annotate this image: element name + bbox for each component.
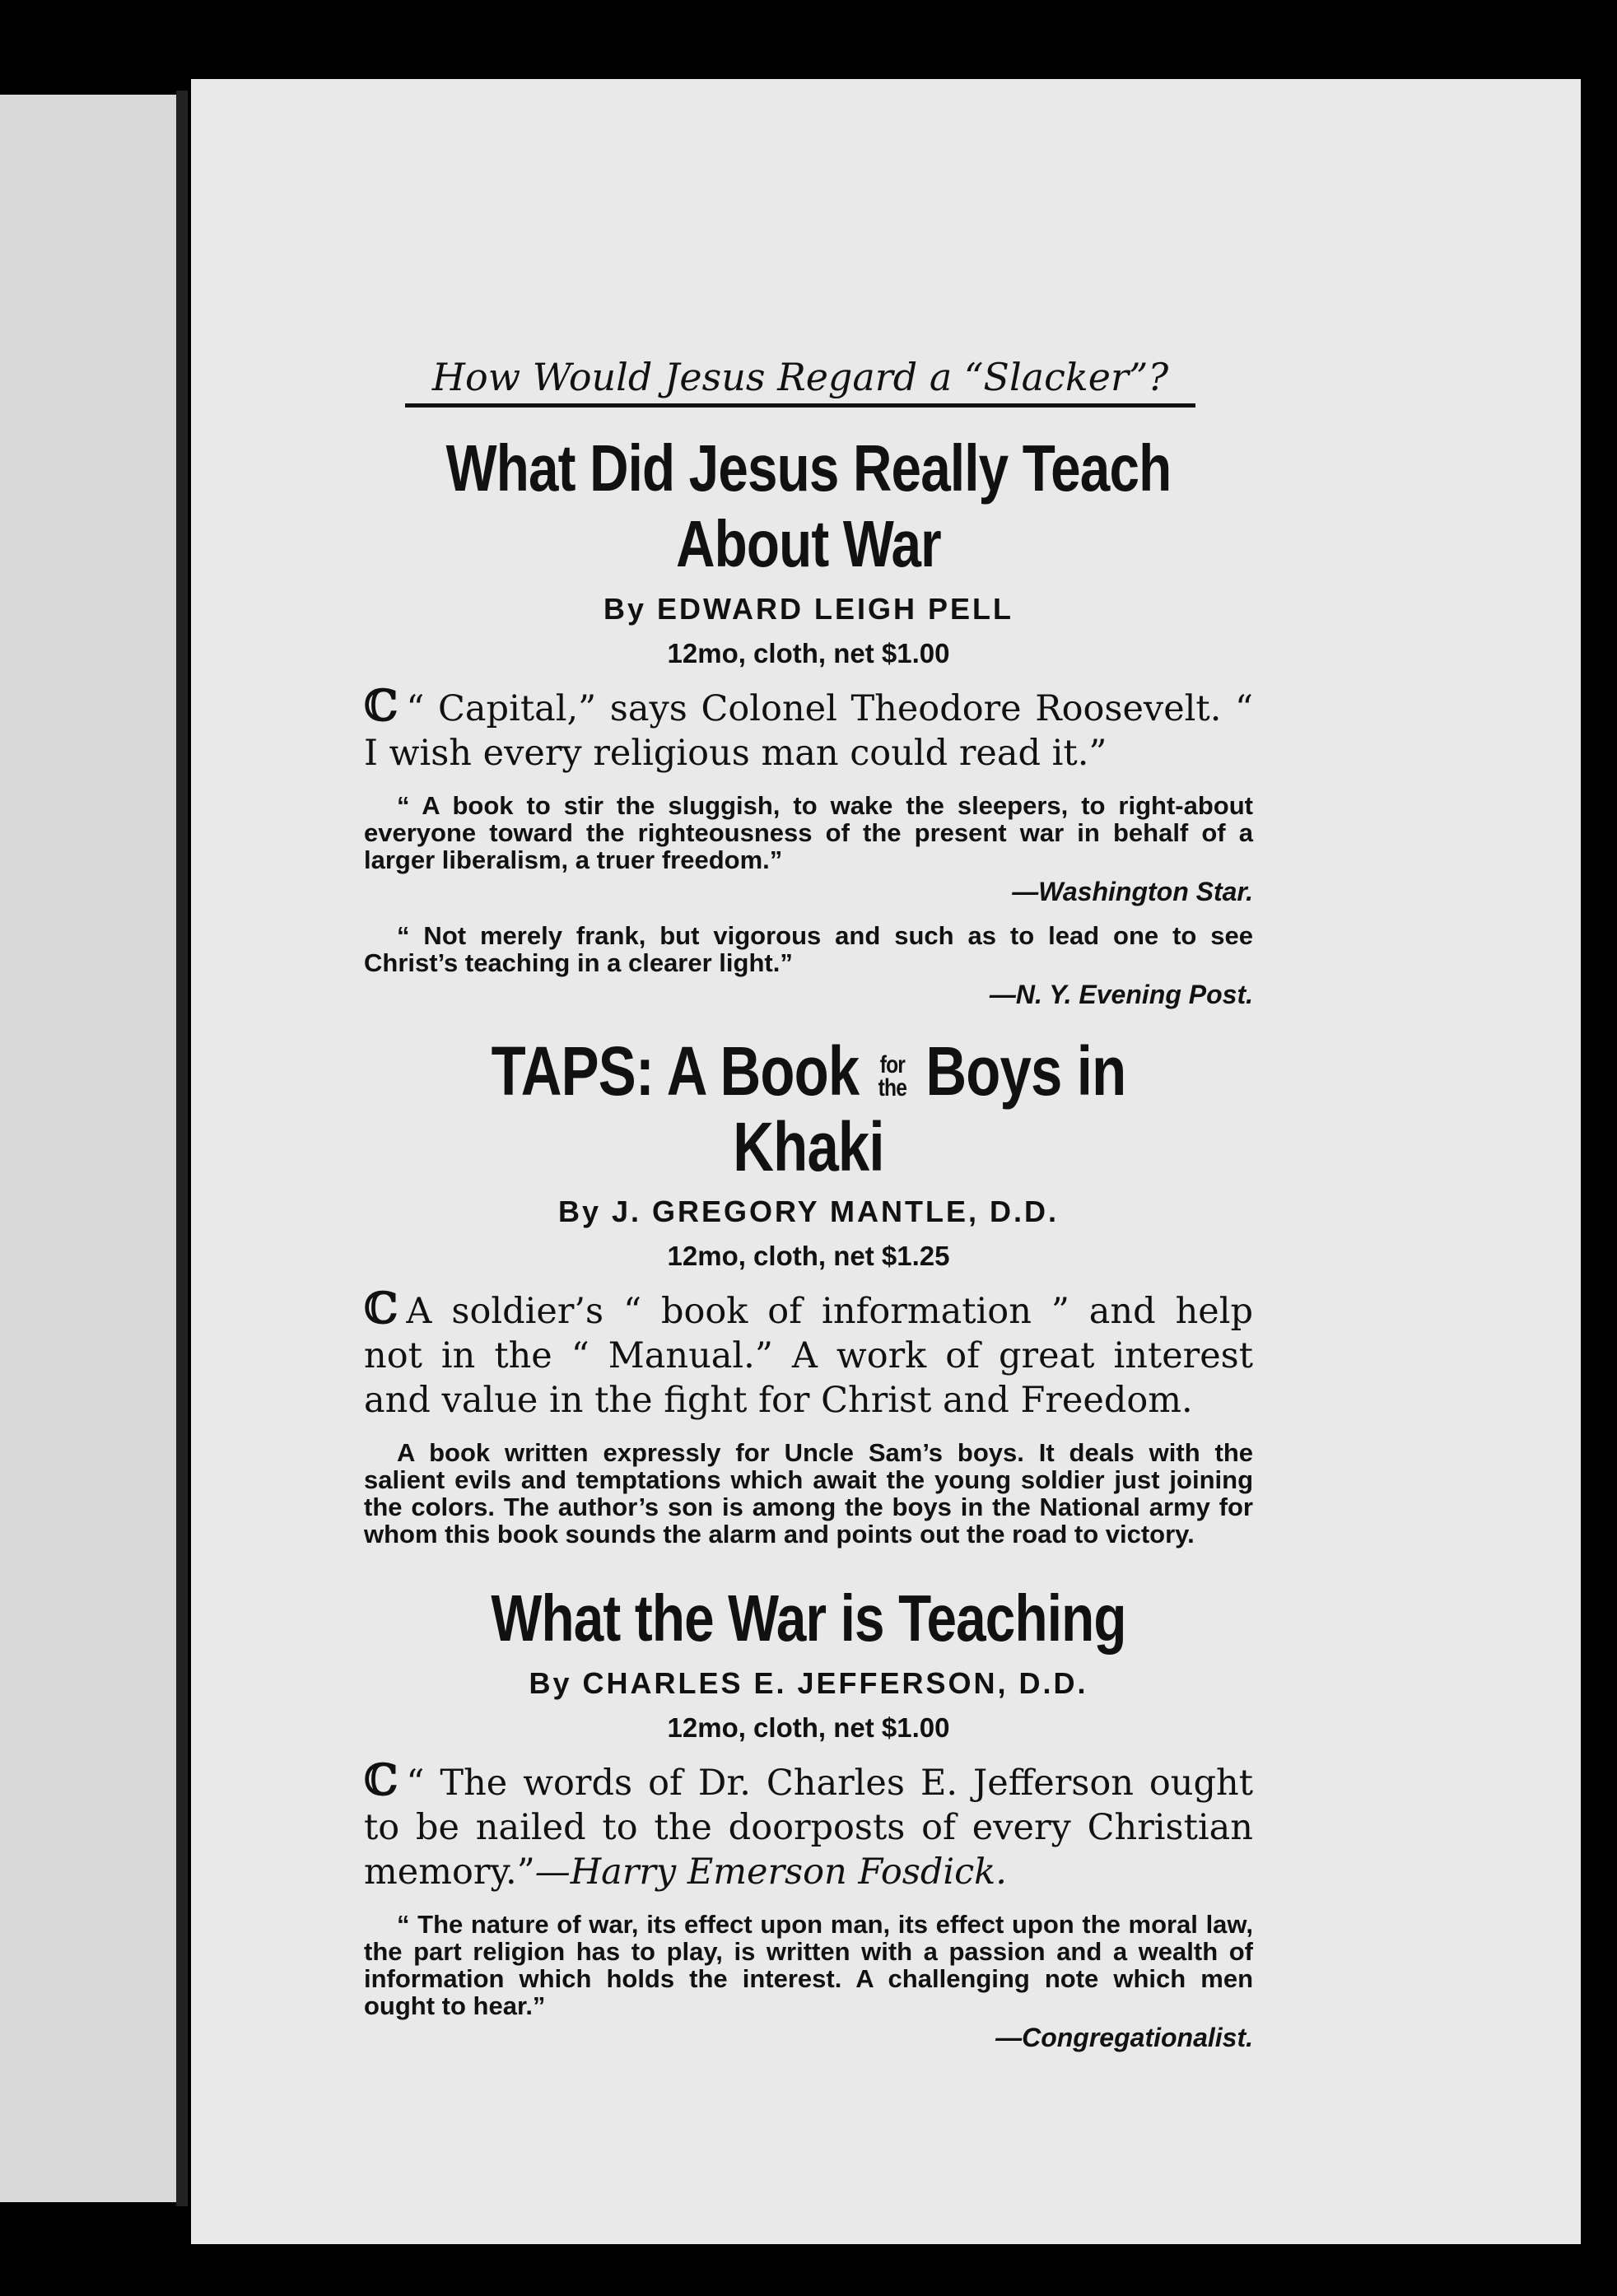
book-title <box>444 431 1173 582</box>
book-title <box>444 1581 1173 1656</box>
review-text: A book written expressly for Uncle Sam’s boys. It deals with the salient evils and temptations which await the young soldier just joining the colors. The author’s son is among the boys in the National army for whom this book sounds the alarm and points out the road to victory. <box>364 1438 1253 1549</box>
paragraph-mark-icon: ℂ <box>364 1755 398 1806</box>
book-title-part: Boys in Khaki <box>733 1032 1126 1186</box>
book-listing-3 <box>364 1581 1253 2053</box>
lead-text: A soldier’s “ book of information ” and help not in the “ Manual.” A work of great interest and value in the fight for Christ and Freedom. <box>364 1291 1253 1422</box>
kicker-heading: How Would Jesus Regard a “Slacker”? <box>405 355 1195 408</box>
book-listing-1 <box>364 431 1253 1010</box>
book-title-part: TAPS: A Book <box>491 1032 860 1111</box>
book-title-line: What Did Jesus Really Teach <box>445 431 1172 505</box>
book-format-price: 12mo, cloth, net $1.00 <box>667 638 950 669</box>
book-listing-2 <box>364 1033 1253 1548</box>
book-title-line: About War <box>676 507 941 581</box>
review-text: “ The nature of war, its effect upon man, its effect upon the moral law, the part religion has to play, is written with a passion and a wealth of information which holds the interest. A challenging note which men ought to hear.” <box>364 1910 1253 2021</box>
lead-text: “ Capital,” says Colonel Theodore Roosevelt. “ I wish every religious man could read it.” <box>364 688 1253 775</box>
book-format-price: 12mo, cloth, net $1.25 <box>667 1241 950 1272</box>
lead-text: “ The words of Dr. Charles E. Jefferson ought to be nailed to the doorposts of every Christian memory.” <box>364 1763 1253 1893</box>
book-byline: By EDWARD LEIGH PELL <box>603 592 1014 626</box>
book-format-price: 12mo, cloth, net $1.00 <box>667 1712 950 1744</box>
document-page <box>191 79 1581 2244</box>
paragraph-mark-icon: ℂ <box>364 1283 398 1334</box>
book-title <box>444 1033 1173 1185</box>
review-source: —Washington Star. <box>1012 877 1253 907</box>
book-lead-quote <box>364 1283 1253 1423</box>
advertisement-content <box>364 355 1253 2068</box>
book-byline: By CHARLES E. JEFFERSON, D.D. <box>529 1666 1088 1701</box>
book-title-small-words <box>878 1051 907 1101</box>
review-source: —N. Y. Evening Post. <box>989 980 1253 1010</box>
facing-page-edge <box>0 95 179 2202</box>
review-source: —Congregationalist. <box>995 2023 1253 2053</box>
book-title-line: What the War is Teaching <box>491 1581 1126 1656</box>
book-byline: By J. GREGORY MANTLE, D.D. <box>557 1195 1060 1229</box>
binding-shadow <box>176 91 188 2206</box>
small-word: for <box>879 1051 906 1078</box>
book-lead-quote <box>364 681 1253 775</box>
review-text: “ A book to stir the sluggish, to wake the sleepers, to right-about everyone toward the righteousness of the present war in behalf of a larger liberalism, a truer freedom.” <box>364 791 1253 875</box>
book-lead-quote <box>364 1755 1253 1894</box>
small-word: the <box>878 1074 907 1101</box>
lead-attribution: —Harry Emerson Fosdick. <box>534 1851 1007 1893</box>
paragraph-mark-icon: ℂ <box>364 681 398 732</box>
review-text: “ Not merely frank, but vigorous and such as to lead one to see Christ’s teaching in a clearer light.” <box>364 921 1253 978</box>
